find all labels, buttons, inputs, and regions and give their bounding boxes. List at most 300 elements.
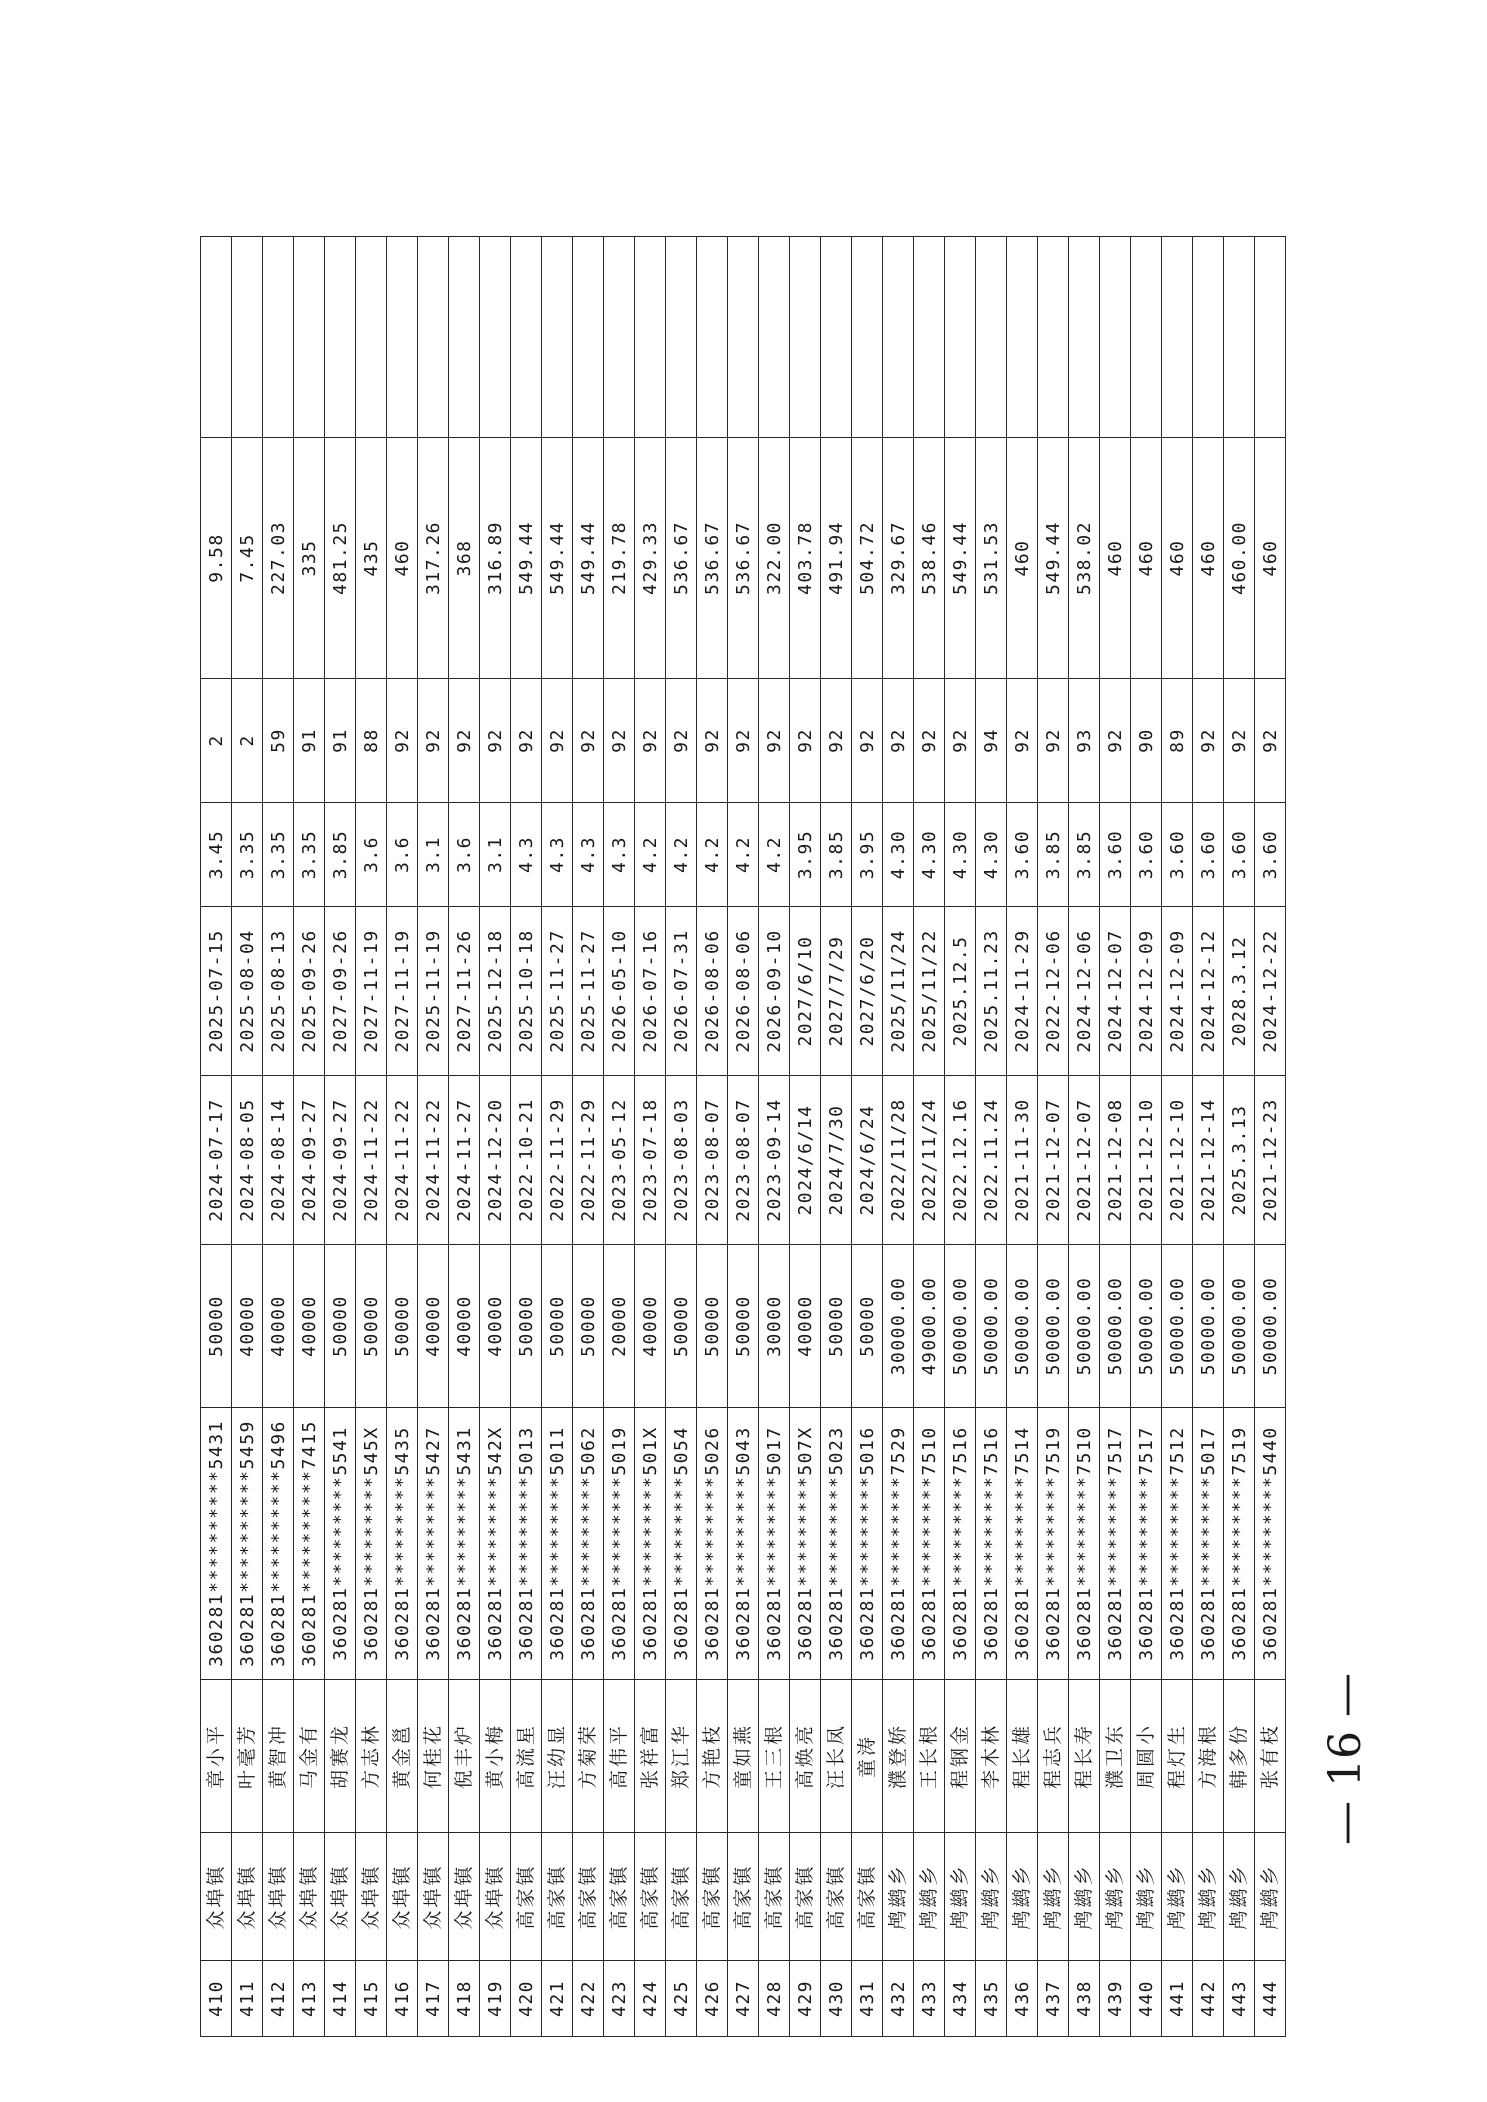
subsidy-interest-cell: 460 xyxy=(1131,438,1162,679)
township-cell: 高家镇 xyxy=(542,1833,573,1961)
loan-amount-cell: 30000.00 xyxy=(883,1245,914,1408)
loan-end-date-cell: 2027/6/20 xyxy=(852,907,883,1076)
loan-subsidy-table xyxy=(200,236,1286,2037)
subsidy-interest-cell: 549.44 xyxy=(573,438,604,679)
borrower-name-cell: 方志林 xyxy=(356,1680,387,1833)
interest-rate-cell: 3.85 xyxy=(325,803,356,907)
loan-start-date-cell: 2024-11-27 xyxy=(449,1076,480,1245)
loan-amount-cell: 50000.00 xyxy=(976,1245,1007,1408)
interest-days-cell: 92 xyxy=(697,679,728,803)
interest-days-cell: 92 xyxy=(418,679,449,803)
row-index-cell: 411 xyxy=(232,1961,263,2037)
row-index-cell: 434 xyxy=(945,1961,976,2037)
subsidy-interest-cell: 549.44 xyxy=(1038,438,1069,679)
loan-amount-cell: 40000 xyxy=(635,1245,666,1408)
subsidy-interest-cell: 460 xyxy=(1162,438,1193,679)
interest-days-cell: 92 xyxy=(1038,679,1069,803)
id-number-cell: 360281**********5496 xyxy=(263,1408,294,1680)
row-index-cell: 444 xyxy=(1255,1961,1286,2037)
loan-amount-cell: 50000 xyxy=(666,1245,697,1408)
interest-rate-cell: 3.60 xyxy=(1224,803,1255,907)
table-row xyxy=(1038,237,1069,2037)
interest-days-cell: 93 xyxy=(1069,679,1100,803)
loan-amount-cell: 40000 xyxy=(449,1245,480,1408)
subsidy-interest-cell: 316.89 xyxy=(480,438,511,679)
row-index-cell: 412 xyxy=(263,1961,294,2037)
township-cell: 众埠镇 xyxy=(480,1833,511,1961)
blank-cell xyxy=(449,237,480,438)
interest-rate-cell: 3.45 xyxy=(201,803,232,907)
loan-amount-cell: 50000.00 xyxy=(1255,1245,1286,1408)
township-cell: 众埠镇 xyxy=(325,1833,356,1961)
loan-start-date-cell: 2024/6/14 xyxy=(790,1076,821,1245)
row-index-cell: 432 xyxy=(883,1961,914,2037)
loan-start-date-cell: 2022/11/28 xyxy=(883,1076,914,1245)
row-index-cell: 442 xyxy=(1193,1961,1224,2037)
interest-rate-cell: 4.3 xyxy=(573,803,604,907)
subsidy-interest-cell: 504.72 xyxy=(852,438,883,679)
table-row xyxy=(1193,237,1224,2037)
subsidy-interest-cell: 9.58 xyxy=(201,438,232,679)
subsidy-interest-cell: 536.67 xyxy=(666,438,697,679)
subsidy-interest-cell: 481.25 xyxy=(325,438,356,679)
loan-amount-cell: 50000.00 xyxy=(1193,1245,1224,1408)
blank-cell xyxy=(356,237,387,438)
loan-amount-cell: 30000 xyxy=(759,1245,790,1408)
blank-cell xyxy=(418,237,449,438)
township-cell: 高家镇 xyxy=(790,1833,821,1961)
id-number-cell: 360281*********7517 xyxy=(1131,1408,1162,1680)
subsidy-interest-cell: 549.44 xyxy=(945,438,976,679)
subsidy-interest-cell: 531.53 xyxy=(976,438,1007,679)
table-row xyxy=(511,237,542,2037)
loan-amount-cell: 40000 xyxy=(790,1245,821,1408)
interest-days-cell: 92 xyxy=(914,679,945,803)
blank-cell xyxy=(728,237,759,438)
interest-days-cell: 92 xyxy=(759,679,790,803)
borrower-name-cell: 汪长凤 xyxy=(821,1680,852,1833)
township-cell: 众埠镇 xyxy=(294,1833,325,1961)
borrower-name-cell: 高焕亮 xyxy=(790,1680,821,1833)
interest-days-cell: 2 xyxy=(232,679,263,803)
loan-amount-cell: 40000 xyxy=(418,1245,449,1408)
blank-cell xyxy=(666,237,697,438)
row-index-cell: 417 xyxy=(418,1961,449,2037)
row-index-cell: 421 xyxy=(542,1961,573,2037)
row-index-cell: 431 xyxy=(852,1961,883,2037)
township-cell: 鸬鹚乡 xyxy=(1255,1833,1286,1961)
township-cell: 鸬鹚乡 xyxy=(1038,1833,1069,1961)
borrower-name-cell: 程钢金 xyxy=(945,1680,976,1833)
borrower-name-cell: 郑江华 xyxy=(666,1680,697,1833)
interest-rate-cell: 3.85 xyxy=(1038,803,1069,907)
interest-days-cell: 90 xyxy=(1131,679,1162,803)
loan-amount-cell: 50000 xyxy=(852,1245,883,1408)
blank-cell xyxy=(201,237,232,438)
loan-amount-cell: 49000.00 xyxy=(914,1245,945,1408)
table-row xyxy=(1100,237,1131,2037)
loan-end-date-cell: 2026-07-16 xyxy=(635,907,666,1076)
row-index-cell: 416 xyxy=(387,1961,418,2037)
interest-rate-cell: 3.35 xyxy=(232,803,263,907)
borrower-name-cell: 黄智冲 xyxy=(263,1680,294,1833)
interest-days-cell: 94 xyxy=(976,679,1007,803)
subsidy-interest-cell: 460 xyxy=(1255,438,1286,679)
subsidy-interest-cell: 227.03 xyxy=(263,438,294,679)
loan-amount-cell: 40000 xyxy=(263,1245,294,1408)
township-cell: 鸬鹚乡 xyxy=(1162,1833,1193,1961)
id-number-cell: 360281*********5011 xyxy=(542,1408,573,1680)
id-number-cell: 360281*********7512 xyxy=(1162,1408,1193,1680)
interest-rate-cell: 3.60 xyxy=(1007,803,1038,907)
id-number-cell: 360281*********5440 xyxy=(1255,1408,1286,1680)
table-row xyxy=(852,237,883,2037)
table-row xyxy=(635,237,666,2037)
blank-cell xyxy=(1007,237,1038,438)
loan-end-date-cell: 2025/11/24 xyxy=(883,907,914,1076)
borrower-name-cell: 方海根 xyxy=(1193,1680,1224,1833)
township-cell: 鸬鹚乡 xyxy=(1069,1833,1100,1961)
loan-start-date-cell: 2025.3.13 xyxy=(1224,1076,1255,1245)
township-cell: 鸬鹚乡 xyxy=(914,1833,945,1961)
loan-end-date-cell: 2026-08-06 xyxy=(728,907,759,1076)
row-index-cell: 422 xyxy=(573,1961,604,2037)
loan-end-date-cell: 2025-08-13 xyxy=(263,907,294,1076)
loan-start-date-cell: 2022.11.24 xyxy=(976,1076,1007,1245)
borrower-name-cell: 濮卫东 xyxy=(1100,1680,1131,1833)
loan-start-date-cell: 2024-08-05 xyxy=(232,1076,263,1245)
id-number-cell: 360281*********5019 xyxy=(604,1408,635,1680)
loan-start-date-cell: 2024-12-20 xyxy=(480,1076,511,1245)
blank-cell xyxy=(635,237,666,438)
table-row xyxy=(728,237,759,2037)
township-cell: 高家镇 xyxy=(635,1833,666,1961)
loan-start-date-cell: 2022/11/24 xyxy=(914,1076,945,1245)
row-index-cell: 424 xyxy=(635,1961,666,2037)
interest-rate-cell: 4.3 xyxy=(511,803,542,907)
blank-cell xyxy=(790,237,821,438)
loan-end-date-cell: 2025/11/22 xyxy=(914,907,945,1076)
id-number-cell: 360281*********501X xyxy=(635,1408,666,1680)
township-cell: 鸬鹚乡 xyxy=(1131,1833,1162,1961)
row-index-cell: 430 xyxy=(821,1961,852,2037)
interest-rate-cell: 4.30 xyxy=(883,803,914,907)
blank-cell xyxy=(852,237,883,438)
loan-start-date-cell: 2021-12-10 xyxy=(1162,1076,1193,1245)
table-row xyxy=(325,237,356,2037)
id-number-cell: 360281*********545X xyxy=(356,1408,387,1680)
id-number-cell: 360281*********5541 xyxy=(325,1408,356,1680)
borrower-name-cell: 濮登娇 xyxy=(883,1680,914,1833)
loan-amount-cell: 50000 xyxy=(325,1245,356,1408)
id-number-cell: 360281*********7519 xyxy=(1224,1408,1255,1680)
blank-cell xyxy=(232,237,263,438)
table-row xyxy=(759,237,790,2037)
interest-days-cell: 92 xyxy=(1255,679,1286,803)
township-cell: 鸬鹚乡 xyxy=(945,1833,976,1961)
township-cell: 众埠镇 xyxy=(387,1833,418,1961)
subsidy-interest-cell: 536.67 xyxy=(728,438,759,679)
id-number-cell: 360281**********5459 xyxy=(232,1408,263,1680)
subsidy-interest-cell: 460 xyxy=(1007,438,1038,679)
subsidy-interest-cell: 549.44 xyxy=(511,438,542,679)
row-index-cell: 436 xyxy=(1007,1961,1038,2037)
township-cell: 鸬鹚乡 xyxy=(976,1833,1007,1961)
table-row xyxy=(976,237,1007,2037)
table-row xyxy=(1255,237,1286,2037)
loan-amount-cell: 50000 xyxy=(511,1245,542,1408)
loan-end-date-cell: 2024-12-09 xyxy=(1131,907,1162,1076)
borrower-name-cell: 张有枝 xyxy=(1255,1680,1286,1833)
interest-rate-cell: 4.30 xyxy=(914,803,945,907)
township-cell: 鸬鹚乡 xyxy=(1007,1833,1038,1961)
interest-days-cell: 91 xyxy=(325,679,356,803)
loan-end-date-cell: 2025-12-18 xyxy=(480,907,511,1076)
id-number-cell: 360281*********542X xyxy=(480,1408,511,1680)
subsidy-interest-cell: 368 xyxy=(449,438,480,679)
township-cell: 高家镇 xyxy=(666,1833,697,1961)
id-number-cell: 360281*********5062 xyxy=(573,1408,604,1680)
borrower-name-cell: 黄小梅 xyxy=(480,1680,511,1833)
id-number-cell: 360281*********7510 xyxy=(1069,1408,1100,1680)
interest-rate-cell: 3.1 xyxy=(480,803,511,907)
township-cell: 高家镇 xyxy=(852,1833,883,1961)
blank-cell xyxy=(1131,237,1162,438)
loan-end-date-cell: 2026-09-10 xyxy=(759,907,790,1076)
loan-start-date-cell: 2021-12-08 xyxy=(1100,1076,1131,1245)
subsidy-interest-cell: 536.67 xyxy=(697,438,728,679)
borrower-name-cell: 方艳枝 xyxy=(697,1680,728,1833)
subsidy-interest-cell: 7.45 xyxy=(232,438,263,679)
blank-cell xyxy=(263,237,294,438)
township-cell: 鸬鹚乡 xyxy=(883,1833,914,1961)
loan-amount-cell: 50000 xyxy=(542,1245,573,1408)
interest-days-cell: 92 xyxy=(449,679,480,803)
interest-days-cell: 92 xyxy=(666,679,697,803)
interest-days-cell: 92 xyxy=(883,679,914,803)
id-number-cell: 360281*********5431 xyxy=(449,1408,480,1680)
subsidy-interest-cell: 329.67 xyxy=(883,438,914,679)
blank-cell xyxy=(1193,237,1224,438)
township-cell: 鸬鹚乡 xyxy=(1224,1833,1255,1961)
table-row xyxy=(1131,237,1162,2037)
interest-days-cell: 92 xyxy=(1193,679,1224,803)
borrower-name-cell: 童如燕 xyxy=(728,1680,759,1833)
subsidy-interest-cell: 335 xyxy=(294,438,325,679)
borrower-name-cell: 程长寿 xyxy=(1069,1680,1100,1833)
blank-cell xyxy=(1100,237,1131,438)
id-number-cell: 360281*********507X xyxy=(790,1408,821,1680)
loan-start-date-cell: 2022-10-21 xyxy=(511,1076,542,1245)
loan-end-date-cell: 2024-12-07 xyxy=(1100,907,1131,1076)
loan-start-date-cell: 2023-08-07 xyxy=(697,1076,728,1245)
loan-amount-cell: 50000.00 xyxy=(1224,1245,1255,1408)
township-cell: 高家镇 xyxy=(759,1833,790,1961)
interest-days-cell: 59 xyxy=(263,679,294,803)
loan-end-date-cell: 2024-12-09 xyxy=(1162,907,1193,1076)
loan-start-date-cell: 2023-08-03 xyxy=(666,1076,697,1245)
interest-days-cell: 92 xyxy=(1007,679,1038,803)
loan-start-date-cell: 2021-12-23 xyxy=(1255,1076,1286,1245)
township-cell: 众埠镇 xyxy=(232,1833,263,1961)
township-cell: 众埠镇 xyxy=(356,1833,387,1961)
subsidy-interest-cell: 322.00 xyxy=(759,438,790,679)
interest-days-cell: 92 xyxy=(852,679,883,803)
id-number-cell: 360281*********5427 xyxy=(418,1408,449,1680)
borrower-name-cell: 黄金邕 xyxy=(387,1680,418,1833)
table-row xyxy=(1224,237,1255,2037)
loan-amount-cell: 50000 xyxy=(201,1245,232,1408)
loan-end-date-cell: 2025.12.5 xyxy=(945,907,976,1076)
row-index-cell: 418 xyxy=(449,1961,480,2037)
table-row xyxy=(542,237,573,2037)
township-cell: 众埠镇 xyxy=(201,1833,232,1961)
interest-rate-cell: 3.60 xyxy=(1162,803,1193,907)
interest-rate-cell: 4.2 xyxy=(759,803,790,907)
township-cell: 高家镇 xyxy=(511,1833,542,1961)
loan-start-date-cell: 2023-07-18 xyxy=(635,1076,666,1245)
row-index-cell: 443 xyxy=(1224,1961,1255,2037)
table-row xyxy=(480,237,511,2037)
table-row xyxy=(294,237,325,2037)
loan-end-date-cell: 2025-11-19 xyxy=(418,907,449,1076)
loan-end-date-cell: 2025.11.23 xyxy=(976,907,1007,1076)
loan-amount-cell: 50000.00 xyxy=(1162,1245,1193,1408)
id-number-cell: 360281*********7516 xyxy=(945,1408,976,1680)
township-cell: 鸬鹚乡 xyxy=(1100,1833,1131,1961)
id-number-cell: 360281**********7415 xyxy=(294,1408,325,1680)
loan-start-date-cell: 2022-11-29 xyxy=(542,1076,573,1245)
id-number-cell: 360281*********7510 xyxy=(914,1408,945,1680)
loan-amount-cell: 50000.00 xyxy=(1069,1245,1100,1408)
interest-days-cell: 92 xyxy=(387,679,418,803)
table-row xyxy=(821,237,852,2037)
table-row xyxy=(697,237,728,2037)
loan-start-date-cell: 2024-11-22 xyxy=(356,1076,387,1245)
loan-start-date-cell: 2024/6/24 xyxy=(852,1076,883,1245)
interest-days-cell: 92 xyxy=(480,679,511,803)
blank-cell xyxy=(1162,237,1193,438)
blank-cell xyxy=(697,237,728,438)
loan-amount-cell: 20000 xyxy=(604,1245,635,1408)
row-index-cell: 419 xyxy=(480,1961,511,2037)
loan-amount-cell: 50000.00 xyxy=(1131,1245,1162,1408)
interest-rate-cell: 4.2 xyxy=(666,803,697,907)
interest-rate-cell: 3.6 xyxy=(449,803,480,907)
borrower-name-cell: 高流星 xyxy=(511,1680,542,1833)
interest-days-cell: 92 xyxy=(821,679,852,803)
loan-amount-cell: 50000.00 xyxy=(1038,1245,1069,1408)
loan-end-date-cell: 2026-05-10 xyxy=(604,907,635,1076)
id-number-cell: 360281*********7517 xyxy=(1100,1408,1131,1680)
borrower-name-cell: 童涛 xyxy=(852,1680,883,1833)
id-number-cell: 360281*********5017 xyxy=(759,1408,790,1680)
interest-days-cell: 92 xyxy=(728,679,759,803)
loan-amount-cell: 50000 xyxy=(821,1245,852,1408)
blank-cell xyxy=(1224,237,1255,438)
row-index-cell: 439 xyxy=(1100,1961,1131,2037)
loan-start-date-cell: 2021-11-30 xyxy=(1007,1076,1038,1245)
loan-end-date-cell: 2025-11-27 xyxy=(573,907,604,1076)
page-number: — 16 — xyxy=(1320,1673,1371,1845)
loan-amount-cell: 50000 xyxy=(573,1245,604,1408)
loan-start-date-cell: 2021-12-14 xyxy=(1193,1076,1224,1245)
borrower-name-cell: 程长雄 xyxy=(1007,1680,1038,1833)
interest-days-cell: 2 xyxy=(201,679,232,803)
id-number-cell: 360281*********5017 xyxy=(1193,1408,1224,1680)
interest-rate-cell: 3.60 xyxy=(1255,803,1286,907)
borrower-name-cell: 高伟平 xyxy=(604,1680,635,1833)
loan-start-date-cell: 2021-12-10 xyxy=(1131,1076,1162,1245)
subsidy-interest-cell: 549.44 xyxy=(542,438,573,679)
loan-amount-cell: 40000 xyxy=(480,1245,511,1408)
loan-start-date-cell: 2024-09-27 xyxy=(325,1076,356,1245)
table-row xyxy=(1162,237,1193,2037)
interest-days-cell: 88 xyxy=(356,679,387,803)
blank-cell xyxy=(821,237,852,438)
loan-end-date-cell: 2025-10-18 xyxy=(511,907,542,1076)
blank-cell xyxy=(511,237,542,438)
interest-days-cell: 92 xyxy=(790,679,821,803)
id-number-cell: 360281*********5026 xyxy=(697,1408,728,1680)
loan-end-date-cell: 2024-12-06 xyxy=(1069,907,1100,1076)
subsidy-interest-cell: 429.33 xyxy=(635,438,666,679)
township-cell: 高家镇 xyxy=(697,1833,728,1961)
subsidy-interest-cell: 538.46 xyxy=(914,438,945,679)
subsidy-interest-cell: 538.02 xyxy=(1069,438,1100,679)
interest-rate-cell: 3.60 xyxy=(1100,803,1131,907)
subsidy-interest-cell: 460 xyxy=(1193,438,1224,679)
loan-amount-cell: 50000 xyxy=(387,1245,418,1408)
interest-rate-cell: 3.60 xyxy=(1193,803,1224,907)
loan-start-date-cell: 2022.12.16 xyxy=(945,1076,976,1245)
loan-end-date-cell: 2025-07-15 xyxy=(201,907,232,1076)
blank-cell xyxy=(294,237,325,438)
table-row xyxy=(263,237,294,2037)
borrower-name-cell: 韩多份 xyxy=(1224,1680,1255,1833)
loan-end-date-cell: 2027-11-19 xyxy=(387,907,418,1076)
interest-days-cell: 92 xyxy=(542,679,573,803)
borrower-name-cell: 张祥富 xyxy=(635,1680,666,1833)
interest-days-cell: 92 xyxy=(604,679,635,803)
loan-end-date-cell: 2024-12-12 xyxy=(1193,907,1224,1076)
interest-days-cell: 92 xyxy=(1100,679,1131,803)
loan-amount-cell: 50000 xyxy=(728,1245,759,1408)
interest-rate-cell: 4.2 xyxy=(635,803,666,907)
loan-end-date-cell: 2027-11-26 xyxy=(449,907,480,1076)
blank-cell xyxy=(945,237,976,438)
row-index-cell: 438 xyxy=(1069,1961,1100,2037)
interest-days-cell: 92 xyxy=(945,679,976,803)
interest-rate-cell: 4.2 xyxy=(728,803,759,907)
loan-start-date-cell: 2024-07-17 xyxy=(201,1076,232,1245)
township-cell: 鸬鹚乡 xyxy=(1193,1833,1224,1961)
blank-cell xyxy=(480,237,511,438)
interest-rate-cell: 3.85 xyxy=(821,803,852,907)
interest-rate-cell: 4.30 xyxy=(945,803,976,907)
interest-days-cell: 91 xyxy=(294,679,325,803)
interest-rate-cell: 3.6 xyxy=(356,803,387,907)
row-index-cell: 435 xyxy=(976,1961,1007,2037)
interest-days-cell: 89 xyxy=(1162,679,1193,803)
loan-start-date-cell: 2021-12-07 xyxy=(1069,1076,1100,1245)
subsidy-interest-cell: 317.26 xyxy=(418,438,449,679)
loan-start-date-cell: 2023-08-07 xyxy=(728,1076,759,1245)
table-row xyxy=(573,237,604,2037)
subsidy-interest-cell: 460.00 xyxy=(1224,438,1255,679)
id-number-cell: 360281*********7514 xyxy=(1007,1408,1038,1680)
subsidy-interest-cell: 460 xyxy=(1100,438,1131,679)
